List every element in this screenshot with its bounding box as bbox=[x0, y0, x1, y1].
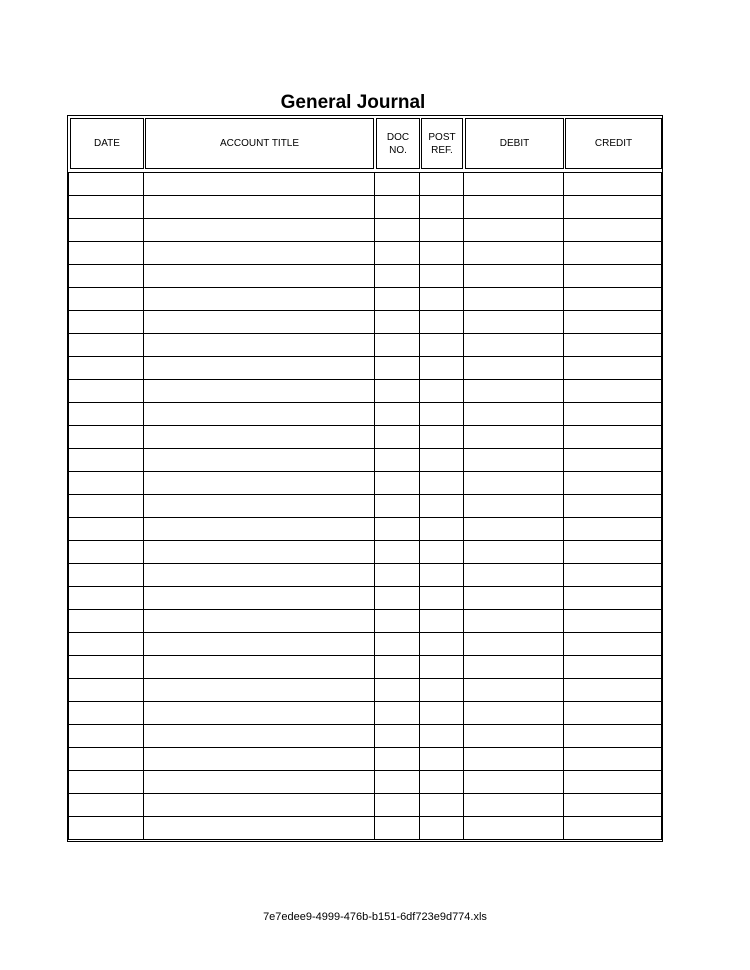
cell-credit[interactable] bbox=[564, 656, 662, 679]
cell-doc-no[interactable] bbox=[375, 541, 420, 564]
cell-post-ref[interactable] bbox=[420, 426, 464, 449]
cell-debit[interactable] bbox=[464, 288, 564, 311]
cell-account-title[interactable] bbox=[144, 265, 375, 288]
cell-account-title[interactable] bbox=[144, 380, 375, 403]
cell-post-ref[interactable] bbox=[420, 794, 464, 817]
cell-debit[interactable] bbox=[464, 426, 564, 449]
table-row bbox=[68, 357, 662, 380]
cell-doc-no[interactable] bbox=[375, 173, 420, 196]
cell-post-ref[interactable] bbox=[420, 242, 464, 265]
cell-post-ref[interactable] bbox=[420, 265, 464, 288]
cell-debit[interactable] bbox=[464, 173, 564, 196]
cell-date[interactable] bbox=[68, 219, 144, 242]
cell-account-title[interactable] bbox=[144, 242, 375, 265]
cell-post-ref[interactable] bbox=[420, 472, 464, 495]
cell-date[interactable] bbox=[68, 334, 144, 357]
cell-post-ref[interactable] bbox=[420, 748, 464, 771]
cell-credit[interactable] bbox=[564, 242, 662, 265]
cell-post-ref[interactable] bbox=[420, 633, 464, 656]
cell-post-ref[interactable] bbox=[420, 610, 464, 633]
cell-doc-no[interactable] bbox=[375, 564, 420, 587]
cell-credit[interactable] bbox=[564, 449, 662, 472]
cell-credit[interactable] bbox=[564, 702, 662, 725]
cell-post-ref[interactable] bbox=[420, 564, 464, 587]
column-header-date: DATE bbox=[70, 118, 144, 169]
cell-credit[interactable] bbox=[564, 265, 662, 288]
table-row bbox=[68, 587, 662, 610]
cell-doc-no[interactable] bbox=[375, 518, 420, 541]
cell-post-ref[interactable] bbox=[420, 357, 464, 380]
cell-credit[interactable] bbox=[564, 587, 662, 610]
cell-debit[interactable] bbox=[464, 518, 564, 541]
cell-credit[interactable] bbox=[564, 311, 662, 334]
table-row bbox=[68, 426, 662, 449]
cell-doc-no[interactable] bbox=[375, 702, 420, 725]
cell-debit[interactable] bbox=[464, 587, 564, 610]
table-row bbox=[68, 633, 662, 656]
cell-credit[interactable] bbox=[564, 288, 662, 311]
cell-account-title[interactable] bbox=[144, 403, 375, 426]
cell-debit[interactable] bbox=[464, 449, 564, 472]
cell-account-title[interactable] bbox=[144, 196, 375, 219]
cell-account-title[interactable] bbox=[144, 794, 375, 817]
table-row bbox=[68, 449, 662, 472]
cell-date[interactable] bbox=[68, 518, 144, 541]
cell-account-title[interactable] bbox=[144, 495, 375, 518]
cell-post-ref[interactable] bbox=[420, 518, 464, 541]
cell-doc-no[interactable] bbox=[375, 357, 420, 380]
cell-debit[interactable] bbox=[464, 564, 564, 587]
cell-credit[interactable] bbox=[564, 472, 662, 495]
cell-account-title[interactable] bbox=[144, 610, 375, 633]
cell-post-ref[interactable] bbox=[420, 173, 464, 196]
cell-doc-no[interactable] bbox=[375, 403, 420, 426]
cell-debit[interactable] bbox=[464, 748, 564, 771]
table-row bbox=[68, 403, 662, 426]
cell-account-title[interactable] bbox=[144, 219, 375, 242]
cell-doc-no[interactable] bbox=[375, 610, 420, 633]
cell-debit[interactable] bbox=[464, 403, 564, 426]
cell-date[interactable] bbox=[68, 633, 144, 656]
table-row bbox=[68, 748, 662, 771]
cell-doc-no[interactable] bbox=[375, 771, 420, 794]
cell-debit[interactable] bbox=[464, 196, 564, 219]
cell-debit[interactable] bbox=[464, 265, 564, 288]
cell-date[interactable] bbox=[68, 196, 144, 219]
table-row bbox=[68, 656, 662, 679]
cell-date[interactable] bbox=[68, 564, 144, 587]
cell-date[interactable] bbox=[68, 794, 144, 817]
cell-post-ref[interactable] bbox=[420, 403, 464, 426]
page-title: General Journal bbox=[280, 92, 426, 113]
cell-account-title[interactable] bbox=[144, 334, 375, 357]
cell-doc-no[interactable] bbox=[375, 288, 420, 311]
cell-post-ref[interactable] bbox=[420, 771, 464, 794]
cell-date[interactable] bbox=[68, 610, 144, 633]
cell-debit[interactable] bbox=[464, 771, 564, 794]
cell-debit[interactable] bbox=[464, 311, 564, 334]
cell-debit[interactable] bbox=[464, 656, 564, 679]
cell-doc-no[interactable] bbox=[375, 817, 420, 840]
cell-debit[interactable] bbox=[464, 633, 564, 656]
cell-account-title[interactable] bbox=[144, 426, 375, 449]
table-row bbox=[68, 219, 662, 242]
table-row bbox=[68, 495, 662, 518]
cell-account-title[interactable] bbox=[144, 311, 375, 334]
cell-credit[interactable] bbox=[564, 748, 662, 771]
table-row bbox=[68, 794, 662, 817]
cell-date[interactable] bbox=[68, 495, 144, 518]
cell-debit[interactable] bbox=[464, 541, 564, 564]
cell-credit[interactable] bbox=[564, 679, 662, 702]
cell-post-ref[interactable] bbox=[420, 679, 464, 702]
table-header bbox=[68, 116, 662, 173]
cell-debit[interactable] bbox=[464, 495, 564, 518]
cell-debit[interactable] bbox=[464, 472, 564, 495]
cell-date[interactable] bbox=[68, 472, 144, 495]
cell-post-ref[interactable] bbox=[420, 656, 464, 679]
cell-account-title[interactable] bbox=[144, 587, 375, 610]
cell-credit[interactable] bbox=[564, 357, 662, 380]
cell-post-ref[interactable] bbox=[420, 702, 464, 725]
journal-table bbox=[67, 115, 663, 842]
cell-date[interactable] bbox=[68, 702, 144, 725]
cell-account-title[interactable] bbox=[144, 679, 375, 702]
cell-date[interactable] bbox=[68, 748, 144, 771]
cell-date[interactable] bbox=[68, 725, 144, 748]
cell-date[interactable] bbox=[68, 380, 144, 403]
table-row bbox=[68, 311, 662, 334]
table-body bbox=[68, 173, 662, 841]
cell-doc-no[interactable] bbox=[375, 656, 420, 679]
cell-credit[interactable] bbox=[564, 633, 662, 656]
table-row bbox=[68, 472, 662, 495]
column-header-doc-no: DOC NO. bbox=[376, 118, 420, 169]
cell-account-title[interactable] bbox=[144, 288, 375, 311]
cell-doc-no[interactable] bbox=[375, 748, 420, 771]
table-row bbox=[68, 564, 662, 587]
cell-credit[interactable] bbox=[564, 173, 662, 196]
cell-credit[interactable] bbox=[564, 564, 662, 587]
cell-post-ref[interactable] bbox=[420, 817, 464, 840]
cell-post-ref[interactable] bbox=[420, 541, 464, 564]
cell-account-title[interactable] bbox=[144, 725, 375, 748]
cell-account-title[interactable] bbox=[144, 771, 375, 794]
cell-doc-no[interactable] bbox=[375, 265, 420, 288]
cell-debit[interactable] bbox=[464, 334, 564, 357]
cell-date[interactable] bbox=[68, 771, 144, 794]
cell-post-ref[interactable] bbox=[420, 219, 464, 242]
cell-doc-no[interactable] bbox=[375, 794, 420, 817]
table-row bbox=[68, 173, 662, 196]
footer-filename: 7e7edee9-4999-476b-b151-6df723e9d774.xls bbox=[263, 911, 487, 923]
cell-account-title[interactable] bbox=[144, 357, 375, 380]
cell-credit[interactable] bbox=[564, 426, 662, 449]
column-header-account-title: ACCOUNT TITLE bbox=[145, 118, 374, 169]
table-row bbox=[68, 518, 662, 541]
cell-doc-no[interactable] bbox=[375, 426, 420, 449]
cell-credit[interactable] bbox=[564, 541, 662, 564]
cell-account-title[interactable] bbox=[144, 564, 375, 587]
cell-account-title[interactable] bbox=[144, 518, 375, 541]
cell-post-ref[interactable] bbox=[420, 495, 464, 518]
cell-credit[interactable] bbox=[564, 495, 662, 518]
cell-debit[interactable] bbox=[464, 610, 564, 633]
cell-post-ref[interactable] bbox=[420, 587, 464, 610]
table-row bbox=[68, 771, 662, 794]
table-row bbox=[68, 196, 662, 219]
cell-date[interactable] bbox=[68, 357, 144, 380]
cell-doc-no[interactable] bbox=[375, 219, 420, 242]
cell-account-title[interactable] bbox=[144, 173, 375, 196]
cell-date[interactable] bbox=[68, 288, 144, 311]
column-header-debit: DEBIT bbox=[465, 118, 564, 169]
cell-date[interactable] bbox=[68, 587, 144, 610]
cell-credit[interactable] bbox=[564, 794, 662, 817]
table-row bbox=[68, 242, 662, 265]
cell-account-title[interactable] bbox=[144, 449, 375, 472]
cell-doc-no[interactable] bbox=[375, 449, 420, 472]
cell-credit[interactable] bbox=[564, 771, 662, 794]
table-row bbox=[68, 817, 662, 840]
cell-date[interactable] bbox=[68, 541, 144, 564]
cell-post-ref[interactable] bbox=[420, 311, 464, 334]
table-row bbox=[68, 380, 662, 403]
cell-credit[interactable] bbox=[564, 334, 662, 357]
cell-debit[interactable] bbox=[464, 219, 564, 242]
cell-doc-no[interactable] bbox=[375, 495, 420, 518]
cell-doc-no[interactable] bbox=[375, 725, 420, 748]
cell-date[interactable] bbox=[68, 817, 144, 840]
table-row bbox=[68, 334, 662, 357]
cell-date[interactable] bbox=[68, 426, 144, 449]
cell-debit[interactable] bbox=[464, 725, 564, 748]
cell-doc-no[interactable] bbox=[375, 679, 420, 702]
cell-debit[interactable] bbox=[464, 679, 564, 702]
cell-date[interactable] bbox=[68, 449, 144, 472]
cell-credit[interactable] bbox=[564, 380, 662, 403]
cell-post-ref[interactable] bbox=[420, 288, 464, 311]
cell-doc-no[interactable] bbox=[375, 472, 420, 495]
cell-post-ref[interactable] bbox=[420, 380, 464, 403]
cell-doc-no[interactable] bbox=[375, 633, 420, 656]
cell-date[interactable] bbox=[68, 403, 144, 426]
cell-date[interactable] bbox=[68, 173, 144, 196]
cell-account-title[interactable] bbox=[144, 702, 375, 725]
cell-date[interactable] bbox=[68, 265, 144, 288]
cell-debit[interactable] bbox=[464, 357, 564, 380]
table-row bbox=[68, 610, 662, 633]
cell-date[interactable] bbox=[68, 242, 144, 265]
cell-credit[interactable] bbox=[564, 518, 662, 541]
cell-post-ref[interactable] bbox=[420, 196, 464, 219]
table-row bbox=[68, 265, 662, 288]
cell-date[interactable] bbox=[68, 311, 144, 334]
cell-doc-no[interactable] bbox=[375, 242, 420, 265]
cell-account-title[interactable] bbox=[144, 656, 375, 679]
cell-debit[interactable] bbox=[464, 817, 564, 840]
cell-doc-no[interactable] bbox=[375, 196, 420, 219]
table-row bbox=[68, 725, 662, 748]
cell-credit[interactable] bbox=[564, 196, 662, 219]
cell-credit[interactable] bbox=[564, 403, 662, 426]
cell-debit[interactable] bbox=[464, 702, 564, 725]
cell-date[interactable] bbox=[68, 656, 144, 679]
cell-credit[interactable] bbox=[564, 725, 662, 748]
column-header-credit: CREDIT bbox=[565, 118, 662, 169]
table-row bbox=[68, 541, 662, 564]
cell-post-ref[interactable] bbox=[420, 449, 464, 472]
cell-account-title[interactable] bbox=[144, 817, 375, 840]
table-row bbox=[68, 288, 662, 311]
cell-doc-no[interactable] bbox=[375, 311, 420, 334]
cell-account-title[interactable] bbox=[144, 748, 375, 771]
cell-account-title[interactable] bbox=[144, 541, 375, 564]
column-header-post-ref: POST REF. bbox=[421, 118, 463, 169]
cell-account-title[interactable] bbox=[144, 633, 375, 656]
cell-debit[interactable] bbox=[464, 242, 564, 265]
cell-doc-no[interactable] bbox=[375, 334, 420, 357]
cell-post-ref[interactable] bbox=[420, 725, 464, 748]
cell-doc-no[interactable] bbox=[375, 380, 420, 403]
cell-post-ref[interactable] bbox=[420, 334, 464, 357]
cell-credit[interactable] bbox=[564, 610, 662, 633]
cell-debit[interactable] bbox=[464, 380, 564, 403]
cell-date[interactable] bbox=[68, 679, 144, 702]
cell-credit[interactable] bbox=[564, 219, 662, 242]
table-row bbox=[68, 702, 662, 725]
table-row bbox=[68, 679, 662, 702]
cell-account-title[interactable] bbox=[144, 472, 375, 495]
cell-doc-no[interactable] bbox=[375, 587, 420, 610]
cell-debit[interactable] bbox=[464, 794, 564, 817]
cell-credit[interactable] bbox=[564, 817, 662, 840]
